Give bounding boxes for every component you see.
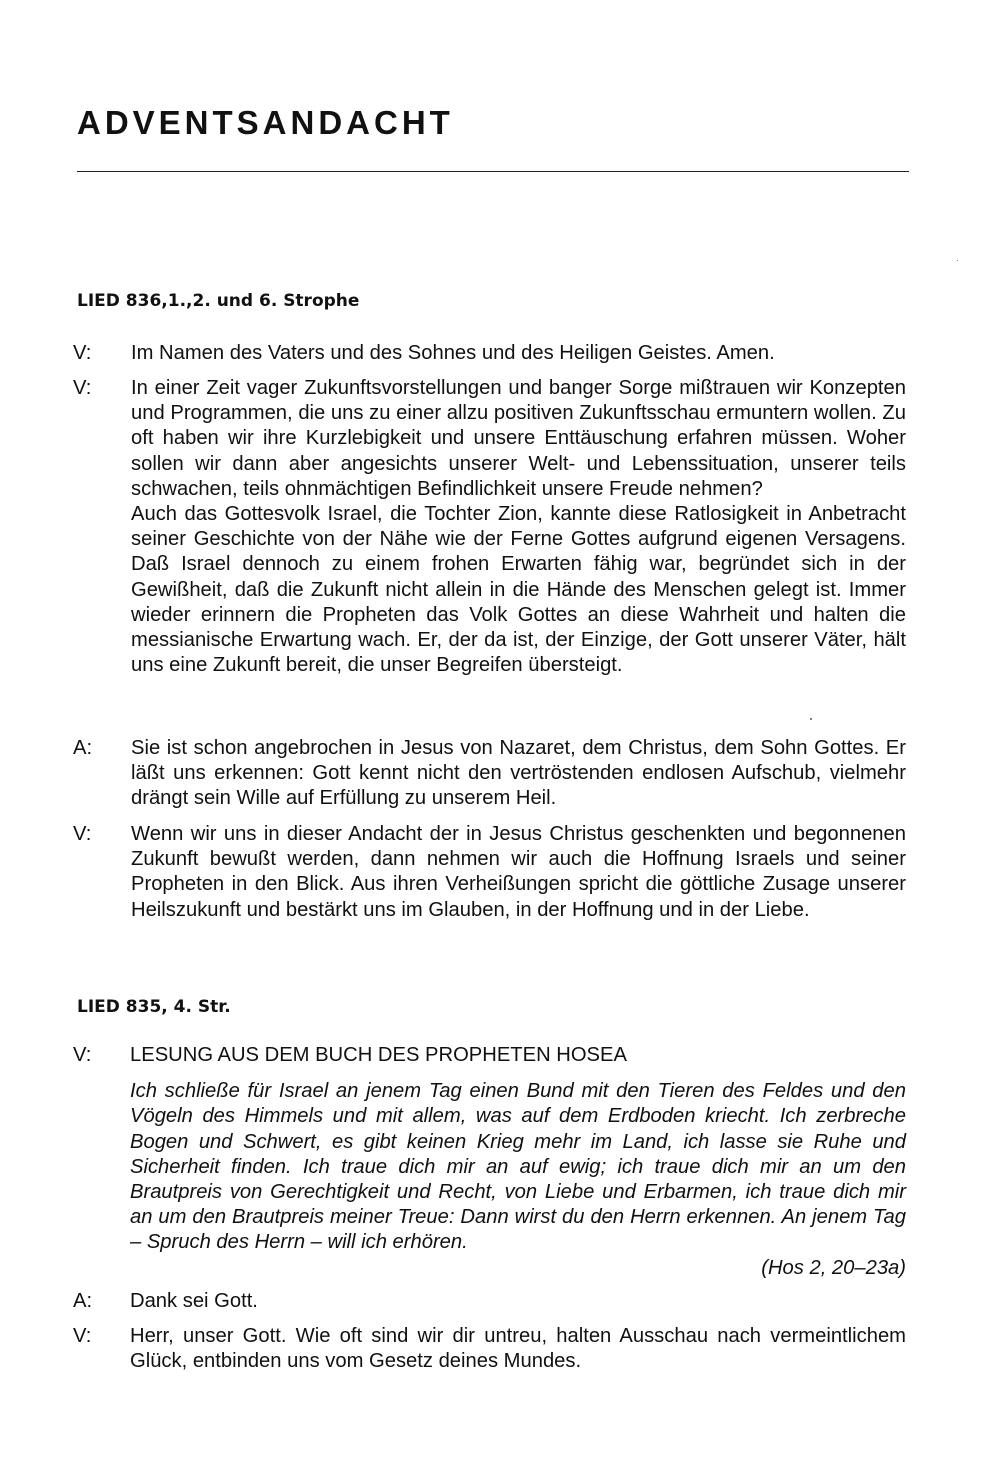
- scan-speck: [810, 718, 812, 720]
- speaker-label: V:: [73, 377, 92, 399]
- speaker-label: A:: [73, 737, 93, 759]
- speaker-label: V:: [73, 342, 92, 364]
- section-heading-lied-836: LIED 836,1.,2. und 6. Strophe: [77, 291, 360, 311]
- reading-block: [73, 1043, 906, 1281]
- paragraph: Im Namen des Vaters und des Sohnes und des Heiligen Geistes. Amen.: [131, 342, 775, 364]
- response-entry: [73, 1289, 906, 1314]
- entry-text: [131, 736, 906, 812]
- entry-text: [130, 1289, 906, 1314]
- paragraph: In einer Zeit vager Zukunftsvorstellungen und banger Sorge mißtrauen wir Konzepten und Programmen, die uns zu einer allzu positiven Zukunftsschau ermuntern wollen. Zu oft haben wir ihre Kurzlebigkeit und unsere Enttäuschung erfahren müssen. Woher sollen wir dann aber angesichts unserer Welt- und Lebenssituation, unserer teils schwachen, teils ohnmächtigen Befindlichkeit unsere Freude nehmen?: [131, 377, 906, 500]
- entry-text: [131, 376, 906, 678]
- liturgy-entry-2: [73, 376, 906, 678]
- paragraph: Auch das Gottesvolk Israel, die Tochter Zion, kannte diese Ratlosigkeit in Anbetracht seiner Geschichte von der Nähe wie der Ferne Gottes aufgrund eigenen Versagens. Daß Israel dennoch zu einem frohen Erwarten fähig war, begründet sich in der Gewißheit, daß die Zukunft nicht allein in die Hände des Menschen gelegt ist. Immer wieder erinnern die Propheten das Volk Gottes an diese Wahrheit und halten die messianische Erwartung wach. Er, der da ist, der Einzige, der Gott unserer Väter, hält uns eine Zukunft bereit, die unser Begreifen übersteigt.: [131, 503, 906, 677]
- speaker-label: V:: [73, 1325, 92, 1347]
- reading-citation: (Hos 2, 20–23a): [761, 1256, 906, 1279]
- paragraph: Wenn wir uns in dieser Andacht der in Jesus Christus geschenkten und begonnenen Zukunft bewußt werden, dann nehmen wir auch die Hoffnung Israels und seiner Propheten in den Blick. Aus ihren Verheißungen spricht die göttliche Zusage unserer Heilszukunft und bestärkt uns im Glauben, in der Hoffnung und in der Liebe.: [131, 823, 906, 921]
- paragraph: Herr, unser Gott. Wie oft sind wir dir untreu, halten Ausschau nach vermeintlichem Glück, entbinden uns vom Gesetz deines Mundes.: [130, 1325, 906, 1373]
- liturgy-entry-3: [73, 736, 906, 812]
- title-underline: [77, 171, 909, 172]
- paragraph: Sie ist schon angebrochen in Jesus von Nazaret, dem Christus, dem Sohn Gottes. Er läßt uns erkennen: Gott kennt nicht den vertröstenden endlosen Aufschub, vielmehr drängt sein Wille auf Erfüllung zu unserem Heil.: [131, 737, 906, 810]
- speaker-label: V:: [73, 823, 92, 845]
- entry-text: [131, 341, 906, 366]
- paragraph: Dank sei Gott.: [130, 1290, 258, 1312]
- reading-text: Ich schließe für Israel an jenem Tag einen Bund mit den Tieren des Feldes und den Vögeln des Himmels und mit allem, was auf dem Erdboden kriecht. Ich zerbreche Bogen und Schwert, es gibt keinen Krieg mehr im Land, ich lasse sie Ruhe und Sicherheit finden. Ich traue dich mir an auf ewig; ich traue dich mir an um den Brautpreis von Gerechtigkeit und Recht, von Liebe und Erbarmen, ich traue dich mir an um den Brautpreis meiner Treue: Dann wirst du den Herrn erkennen. An jenem Tag – Spruch des Herrn – will ich erhören.: [130, 1080, 906, 1254]
- page-title: ADVENTSANDACHT: [77, 104, 454, 141]
- reading-title: LESUNG AUS DEM BUCH DES PROPHETEN HOSEA: [130, 1044, 627, 1066]
- liturgy-entry-4: [73, 822, 906, 923]
- liturgy-entry-1: [73, 341, 906, 366]
- speaker-label: A:: [73, 1290, 93, 1312]
- entry-text: [130, 1324, 906, 1374]
- entry-text: [131, 822, 906, 923]
- speaker-label: V:: [73, 1044, 92, 1066]
- scan-speck: [957, 260, 958, 261]
- liturgy-entry-final: [73, 1324, 906, 1374]
- section-heading-lied-835: LIED 835, 4. Str.: [77, 997, 231, 1017]
